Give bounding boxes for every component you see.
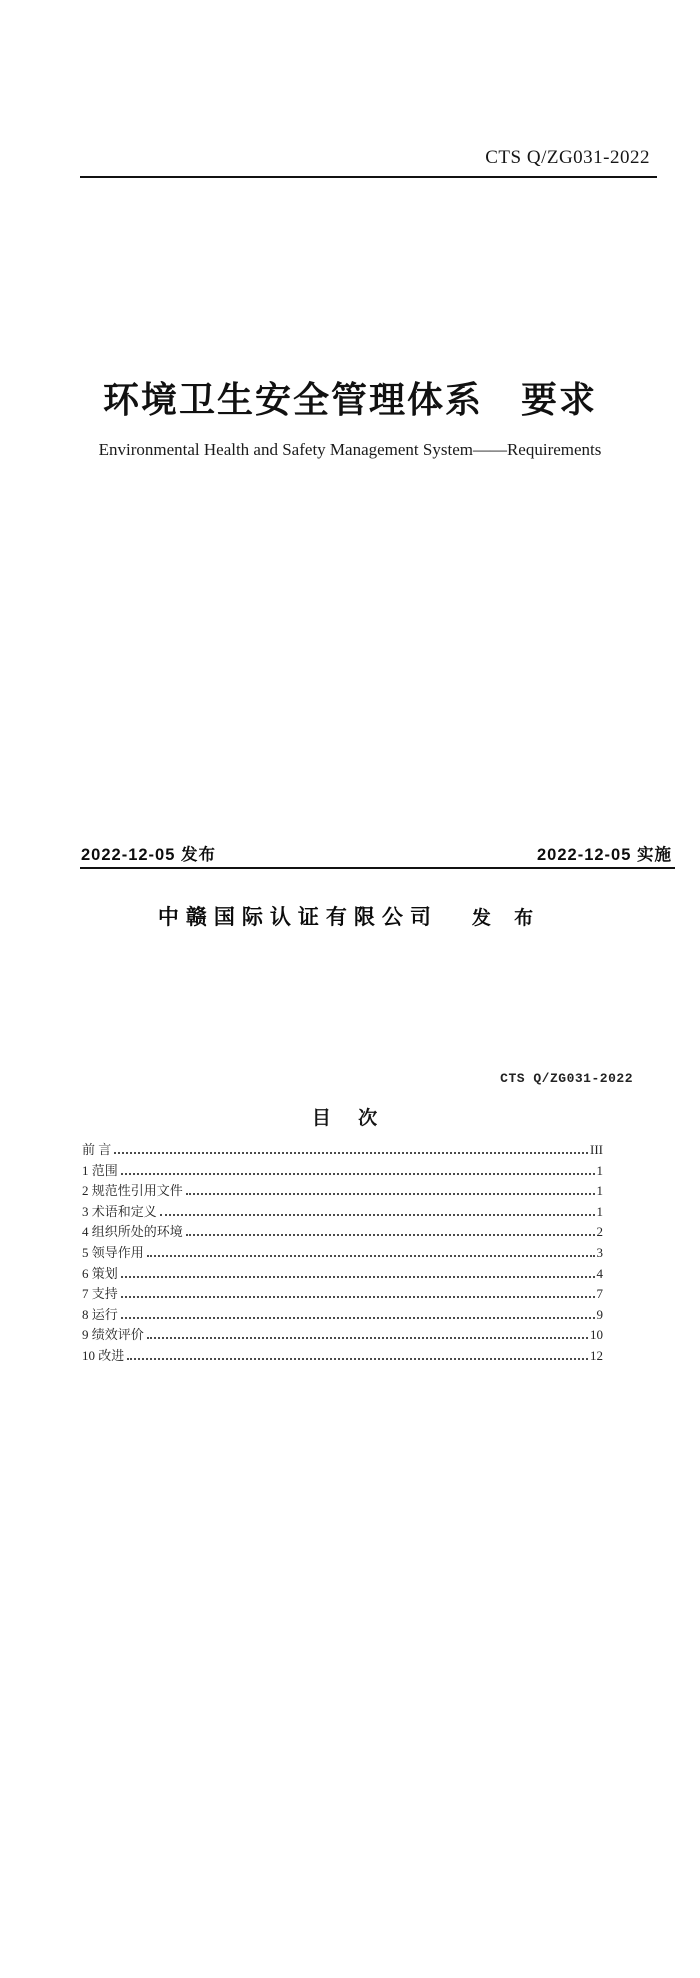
toc-entry-label: 前 言 [82, 1142, 112, 1157]
toc-entry-page: 1 [596, 1203, 603, 1219]
toc-entry-page: 3 [596, 1244, 603, 1260]
toc-row-6 [82, 1264, 603, 1285]
toc-list [82, 1140, 603, 1367]
toc-entry-page: 1 [596, 1162, 603, 1178]
toc-dotted-leader [186, 1234, 595, 1236]
toc-row-10 [82, 1346, 603, 1367]
toc-row-3 [82, 1202, 603, 1223]
toc-row-5 [82, 1243, 603, 1264]
dates-row [81, 841, 672, 865]
toc-entry-label: 9 绩效评价 [82, 1327, 144, 1343]
toc-entry-label: 6 策划 [82, 1265, 118, 1281]
toc-row-8 [82, 1305, 603, 1326]
implement-date: 2022-12-05 实施 [537, 846, 672, 864]
toc-entry-label: 10 改进 [82, 1347, 125, 1363]
toc-row-4 [82, 1222, 603, 1243]
toc-entry-page: 1 [596, 1183, 603, 1199]
toc-dotted-leader [121, 1276, 595, 1278]
cover-header-rule [80, 176, 657, 178]
publisher-name: 中赣国际认证有限公司 [157, 906, 438, 929]
toc-dotted-leader [147, 1337, 588, 1339]
document-title-en: Environmental Health and Safety Management System——Requirements [98, 440, 602, 459]
toc-entry-page: 4 [596, 1265, 603, 1281]
toc-dotted-leader [147, 1255, 595, 1257]
toc-row-9 [82, 1325, 603, 1346]
toc-entry-label: 7 支持 [82, 1286, 118, 1302]
publisher-action-label: 发 布 [471, 908, 543, 929]
cover-standard-code: CTS Q/ZG031-2022 [485, 147, 650, 168]
toc-standard-code: CTS Q/ZG031-2022 [500, 1071, 633, 1086]
toc-entry-page: 9 [596, 1306, 603, 1322]
toc-dotted-leader [121, 1317, 595, 1319]
toc-entry-page: III [590, 1142, 603, 1157]
toc-row-foreword [82, 1140, 603, 1161]
toc-entry-page: 2 [596, 1224, 603, 1240]
toc-dotted-leader [121, 1173, 595, 1175]
toc-dotted-leader [114, 1152, 588, 1154]
toc-row-7 [82, 1284, 603, 1305]
toc-dotted-leader [121, 1296, 595, 1298]
toc-entry-label: 5 领导作用 [82, 1244, 144, 1260]
toc-entry-page: 7 [596, 1286, 603, 1302]
dates-rule [80, 867, 675, 869]
toc-entry-page: 10 [590, 1327, 603, 1343]
toc-dotted-leader [186, 1193, 595, 1195]
publisher-row [0, 901, 700, 931]
toc-title: 目 次 [311, 1108, 389, 1129]
toc-entry-label: 3 术语和定义 [82, 1203, 157, 1219]
toc-entry-label: 1 范围 [82, 1162, 118, 1178]
toc-entry-label: 2 规范性引用文件 [82, 1183, 183, 1199]
toc-entry-label: 8 运行 [82, 1306, 118, 1322]
toc-row-1 [82, 1161, 603, 1182]
toc-dotted-leader [160, 1214, 595, 1216]
document-title-cn: 环境卫生安全管理体系 要求 [102, 379, 597, 420]
toc-row-2 [82, 1181, 603, 1202]
toc-dotted-leader [127, 1358, 588, 1360]
publish-date: 2022-12-05 发布 [81, 846, 216, 864]
toc-entry-label: 4 组织所处的环境 [82, 1224, 183, 1240]
toc-entry-page: 12 [590, 1347, 603, 1363]
